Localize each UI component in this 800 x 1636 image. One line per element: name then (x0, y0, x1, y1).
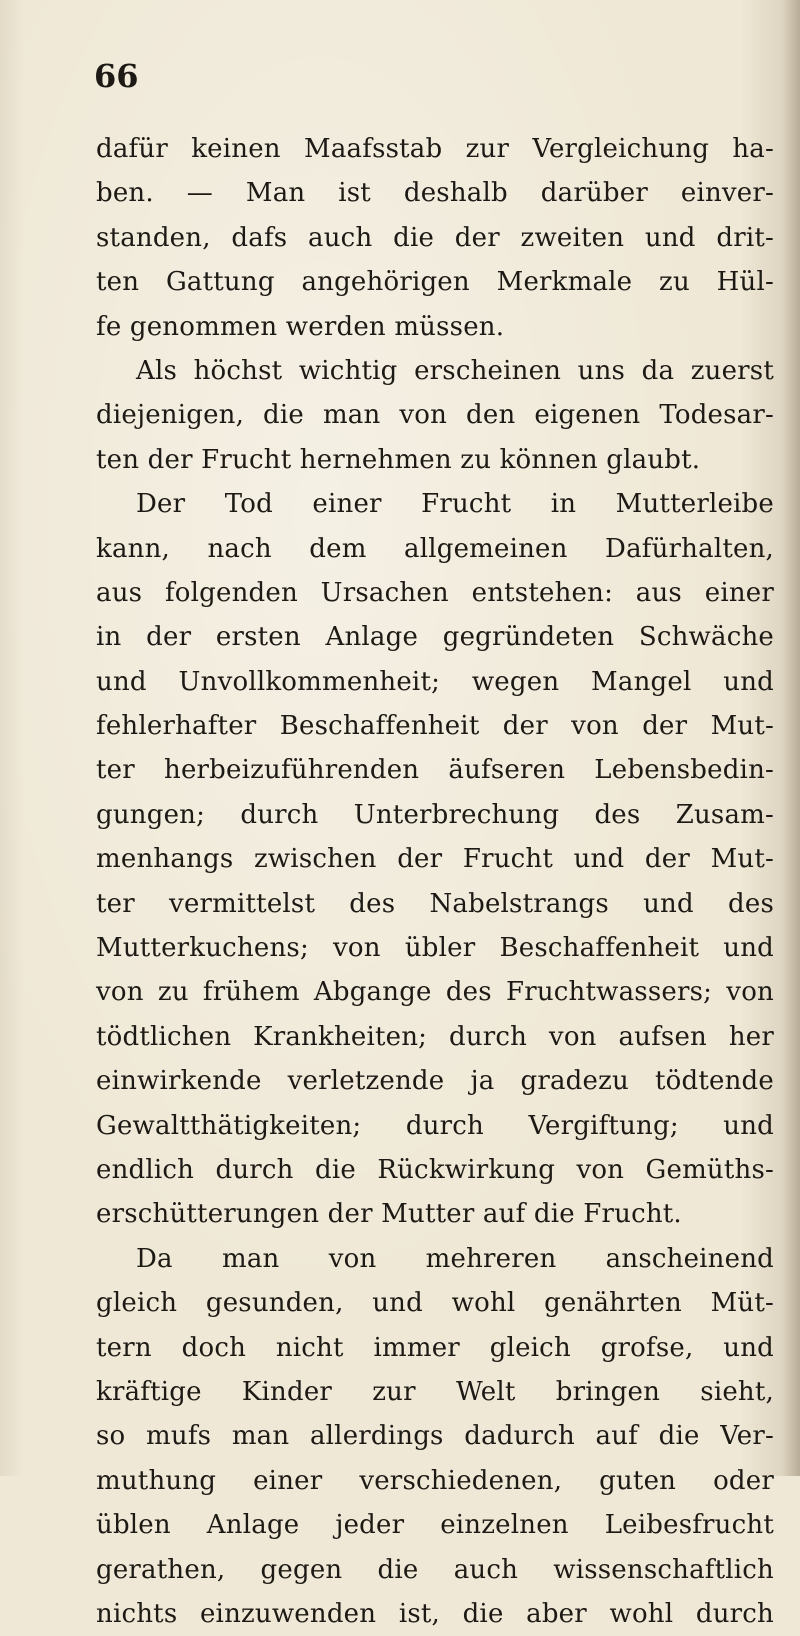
text-line: tödtlichen Krankheiten; durch von aufsen her (96, 1021, 774, 1052)
text-line: nichts einzuwenden ist, die aber wohl durch (96, 1598, 774, 1629)
text-line: von zu frühem Abgange des Fruchtwassers; von (96, 977, 774, 1008)
text-line: endlich durch die Rückwirkung von Gemüths- (96, 1154, 774, 1185)
text-line: fe genommen werden müssen. (96, 311, 505, 342)
page-edge-shadow (782, 0, 800, 1476)
page-number: 66 (94, 57, 139, 95)
text-line: gleich gesunden, und wohl genährten Müt- (96, 1288, 774, 1319)
text-line: ten Gattung angehörigen Merkmale zu Hül- (96, 267, 774, 298)
text-line: in der ersten Anlage gegründeten Schwäche (96, 622, 774, 653)
text-line: Gewaltthätigkeiten; durch Vergiftung; und (96, 1110, 774, 1141)
text-line: menhangs zwischen der Frucht und der Mut- (96, 844, 774, 875)
text-line: aus folgenden Ursachen entstehen: aus einer (96, 577, 774, 608)
text-line: ter vermittelst des Nabelstrangs und des (96, 888, 774, 919)
text-line: so mufs man allerdings dadurch auf die Ver- (96, 1421, 774, 1452)
text-line: und Unvollkommenheit; wegen Mangel und (96, 666, 774, 697)
text-line: Da man von mehreren anscheinend (136, 1243, 774, 1274)
body-text (96, 127, 774, 1636)
text-line: einwirkende verletzende ja gradezu tödtende (96, 1066, 774, 1097)
text-line: ter herbeizuführenden äufseren Lebensbedin- (96, 755, 774, 786)
text-line: standen, dafs auch die der zweiten und drit- (96, 222, 774, 253)
text-line: diejenigen, die man von den eigenen Todesar- (96, 400, 774, 431)
text-line: fehlerhafter Beschaffenheit der von der Mut- (96, 711, 774, 742)
text-line: erschütterungen der Mutter auf die Frucht. (96, 1199, 682, 1230)
text-line: kann, nach dem allgemeinen Dafürhalten, (96, 533, 774, 564)
text-line: Der Tod einer Frucht in Mutterleibe (136, 489, 774, 520)
text-line: üblen Anlage jeder einzelnen Leibesfrucht (96, 1510, 774, 1541)
text-line: gungen; durch Unterbrechung des Zusam- (96, 799, 774, 830)
text-line: gerathen, gegen die auch wissenschaftlich (96, 1554, 774, 1585)
text-line: dafür keinen Maafsstab zur Vergleichung ha- (96, 134, 774, 164)
text-line: ten der Frucht hernehmen zu können glaubt. (96, 444, 701, 475)
text-line: Mutterkuchens; von übler Beschaffenheit und (96, 933, 774, 964)
text-line: muthung einer verschiedenen, guten oder (96, 1465, 774, 1496)
text-line: Als höchst wichtig erscheinen uns da zuerst (136, 355, 774, 386)
text-line: tern doch nicht immer gleich grofse, und (96, 1332, 774, 1363)
text-line: kräftige Kinder zur Welt bringen sieht, (96, 1376, 774, 1407)
text-line: ben. — Man ist deshalb darüber einver- (96, 178, 774, 209)
